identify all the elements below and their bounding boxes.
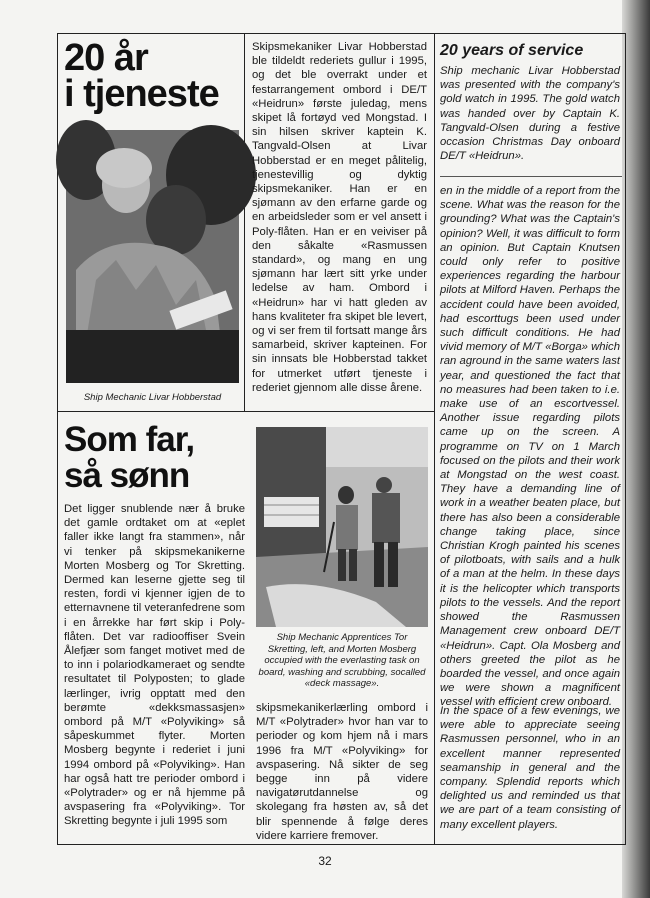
photo-illustration xyxy=(256,427,428,627)
headline-line: i tjeneste xyxy=(64,73,219,115)
sidebar-title: 20 years of service xyxy=(440,42,584,59)
sidebar-intro: Ship mechanic Livar Hobberstad was presented with the company's gold watch in 1995. The gold watch was handed over by Captain K. Tangvald-Olsen during a festive occasion Christmas Day onboard DE/T «Heidrun». xyxy=(440,65,620,163)
article-divider xyxy=(57,411,434,412)
article2-body-left: Det ligger snublende nær å bruke det gamle ordtaket om at «eplet faller ikke langt fra stammen», når vi tenker på skipsmekanikerne Morten Mosberg og Tor Skretting. Dermed kan leserne gjette seg til resten, fordi vi kjenner igjen de to etternavnene til veteranfedrene som i en årrekke har ført skip i Poly-flåten. Det var radiooffiser Svein Ålefjær som fanget motivet med de to inn i polariodkameraet og sendte resultatet til Polyposten; to glade lærlinger, ivrig opptatt med den berømte «dekksmassasjen» ombord på M/T «Polyviking» så såpeskummet flyter. Morten Mosberg begynte i rederiet i juni 1994 ombord på «Polyviking». Han har også hatt tre perioder ombord i «Polytrader» og er nå hjemme på avspasering fra «Polyviking». Tor Skretting begynte i juli 1995 som xyxy=(64,503,245,828)
photo-illustration xyxy=(66,130,239,383)
sidebar-rule xyxy=(440,176,622,177)
headline-line: Som far, xyxy=(64,420,195,459)
headline-line: 20 år xyxy=(64,37,148,79)
article1-headline xyxy=(64,37,219,115)
page-number: 32 xyxy=(318,854,332,868)
deck-photo xyxy=(256,427,428,627)
sidebar-continued: en in the middle of a report from the scene. What was the reason for the grounding? What was the Captain's opinion? Well, it was difficult to form an opinion. But Captain Knutsen could only refer to positive experiences regarding the harbour pilots at Milford Haven. Perhaps the accident could have been avoided, had escorttugs been used under such difficult conditions. He had vivid memory of M/T «Borga» which ran aground in the same waters last year, and questioned the fact that no measures had been taken to i.e. make use of an escortvessel. Another issue regarding pilots came up on the screen. A programme on TV on 1 March focused on the pilots and their work at Mongstad on the west coast. They have a demanding line of work in a weather beaten place, but there has also been a considerable change taking place, since Christian Krogh painted his scenes of pilotboats, with sails and a hulk of a man at the helm. In these days it is the helicopter which transports pilots to the vessels. And the report showed the Rasmussen Management crew onboard DE/T «Heidrun». Capt. Ola Mosberg and others greeted the pilot as he boarded the vessel, and once again we were shown a magnificent vessel with efficient crew onboard. xyxy=(440,185,620,709)
sidebar-divider xyxy=(434,33,435,845)
headline-line: så sønn xyxy=(64,456,190,495)
article1-body: Skipsmekaniker Livar Hobberstad ble tildeldt rederiets gullur i 1995, og det ble overrakt under et festarrangement ombord i DE/T «Heidrun» første juledag, mens skipet lå fortøyd ved Mongstad. I sin hilsen skriver kaptein K. Tangvald-Olsen at Livar Hobberstad er en meget pålitelig, tjenestevillig og dyktig skipsmekaniker. Han er en sjømann av den erfarne garde og en arbeidsleder som er vel ansett i Poly-flåten. Han er en veiviser på den såkalte «Rasmussen standard», og mang en ung sjømann har lært sitt yrke under ledelse av ham. Ombord i «Heidrun» har vi hatt gleden av hans kvaliteter fra skipet ble levert, og vi ser frem til fortsatt mange års samarbeid, skriver kapteinen. For sin innsats ble Hobberstad takket for utmerket utført tjeneste i rederiet gjennom alle disse årene. xyxy=(252,41,427,394)
hobberstad-photo xyxy=(66,130,239,383)
column-divider-top xyxy=(244,33,245,411)
article2-headline xyxy=(64,422,194,494)
sidebar-closing: In the space of a few evenings, we were able to appreciate seeing Rasmussen personnel, who in an excellent manner represented seamanship in general and the company. Splendid reports which delighted us and reminded us that we are part of a team consisting of many excellent players. xyxy=(440,705,620,831)
photo-caption: Ship Mechanic Apprentices Tor Skretting, left, and Morten Mosberg occupied with the everlasting task on board, washing and scrubbing, socalled «deck massage». xyxy=(258,632,426,689)
photo-caption: Ship Mechanic Livar Hobberstad xyxy=(83,392,222,403)
article2-body-right: skipsmekanikerlærling ombord i M/T «Polytrader» hvor han var to perioder og kom hjem nå i mars 1996 fra M/T «Polyviking» for avspasering. Nå sikter de seg begge inn på videre navigatørutdannelse og skolegang fra høsten av, så det blir spennende å følge deres videre karriere fremover. xyxy=(256,702,428,842)
page-edge-shadow xyxy=(622,0,650,898)
